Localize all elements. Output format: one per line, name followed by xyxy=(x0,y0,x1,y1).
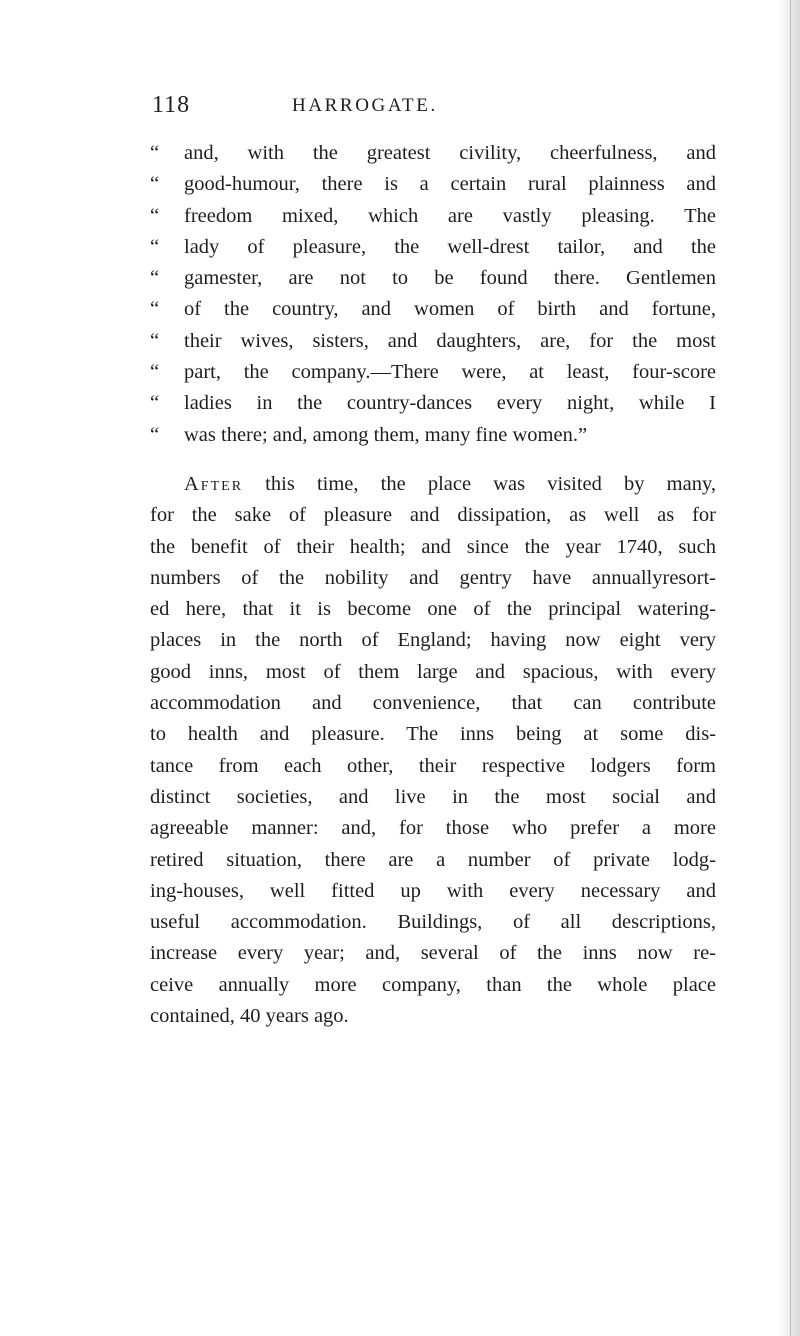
page-edge-line xyxy=(790,0,791,1336)
paragraph-line: ed here, that it is become one of the principal watering- xyxy=(150,598,716,621)
paragraph-line: retired situation, there are a number of private lodg- xyxy=(150,848,716,871)
quote-line xyxy=(150,357,716,388)
page-number: 118 xyxy=(152,92,191,118)
quote-line-text: ladies in the country-dances every night, while I xyxy=(184,392,716,415)
quote-mark: “ xyxy=(150,298,160,321)
paragraph-line: increase every year; and, several of the inns now re- xyxy=(150,942,716,965)
quote-mark: “ xyxy=(150,361,160,384)
quote-line xyxy=(150,138,716,169)
quote-line-text: part, the company.—There were, at least, four-score xyxy=(184,361,716,384)
paragraph-line: distinct societies, and live in the most social and xyxy=(150,785,716,808)
quote-line xyxy=(150,232,716,263)
quote-line-text: their wives, sisters, and daughters, are, for the most xyxy=(184,329,716,352)
paragraph-line: for the sake of pleasure and dissipation, as well as for xyxy=(150,504,716,527)
paragraph-line: the benefit of their health; and since the year 1740, such xyxy=(150,535,716,558)
quote-line xyxy=(150,169,716,200)
lead-word: After xyxy=(184,472,244,495)
quote-mark: “ xyxy=(150,173,160,196)
paragraph-line: to health and pleasure. The inns being at some dis- xyxy=(150,723,716,746)
text-body xyxy=(150,138,716,1032)
page-header xyxy=(152,92,672,122)
paragraph-line: numbers of the nobility and gentry have annuallyresort- xyxy=(150,566,716,589)
quote-line xyxy=(150,326,716,357)
running-head: HARROGATE. xyxy=(292,95,438,116)
paragraph-line: contained, 40 years ago. xyxy=(150,1005,349,1028)
quote-line-text: and, with the greatest civility, cheerfulness, and xyxy=(184,142,716,164)
quote-line xyxy=(150,388,716,419)
quote-mark: “ xyxy=(150,142,160,164)
quote-line-text: good-humour, there is a certain rural plainness and xyxy=(184,173,716,196)
quote-line-text: was there; and, among them, many fine women.” xyxy=(184,423,588,446)
quote-line xyxy=(150,420,716,451)
quote-mark: “ xyxy=(150,392,160,415)
paragraph-first-line xyxy=(150,469,716,500)
quote-line xyxy=(150,263,716,294)
quote-mark: “ xyxy=(150,235,160,258)
quote-mark: “ xyxy=(150,423,160,446)
quote-line-text: freedom mixed, which are vastly pleasing. The xyxy=(184,204,716,227)
quote-line xyxy=(150,201,716,232)
paragraph-line: places in the north of England; having now eight very xyxy=(150,629,716,652)
paragraph xyxy=(150,469,716,1032)
quote-mark: “ xyxy=(150,267,160,290)
quote-line xyxy=(150,294,716,325)
quote-mark: “ xyxy=(150,204,160,227)
page-edge-shadow xyxy=(778,0,800,1336)
paragraph-line: ing-houses, well fitted up with every necessary and xyxy=(150,879,716,902)
paragraph-line: useful accommodation. Buildings, of all descriptions, xyxy=(150,911,716,934)
quotation-block xyxy=(150,138,716,451)
first-line-text: this time, the place was visited by many, xyxy=(243,472,716,495)
paragraph-line: agreeable manner: and, for those who prefer a more xyxy=(150,817,716,840)
quote-line-text: of the country, and women of birth and fortune, xyxy=(184,298,716,321)
paragraph-line: good inns, most of them large and spacious, with every xyxy=(150,660,716,683)
paragraph-line: tance from each other, their respective lodgers form xyxy=(150,754,716,777)
paragraph-line: accommodation and convenience, that can contribute xyxy=(150,692,716,715)
quote-line-text: lady of pleasure, the well-drest tailor, and the xyxy=(184,235,716,258)
quote-mark: “ xyxy=(150,329,160,352)
paragraph-line: ceive annually more company, than the whole place xyxy=(150,973,716,996)
quote-line-text: gamester, are not to be found there. Gentlemen xyxy=(184,267,716,290)
